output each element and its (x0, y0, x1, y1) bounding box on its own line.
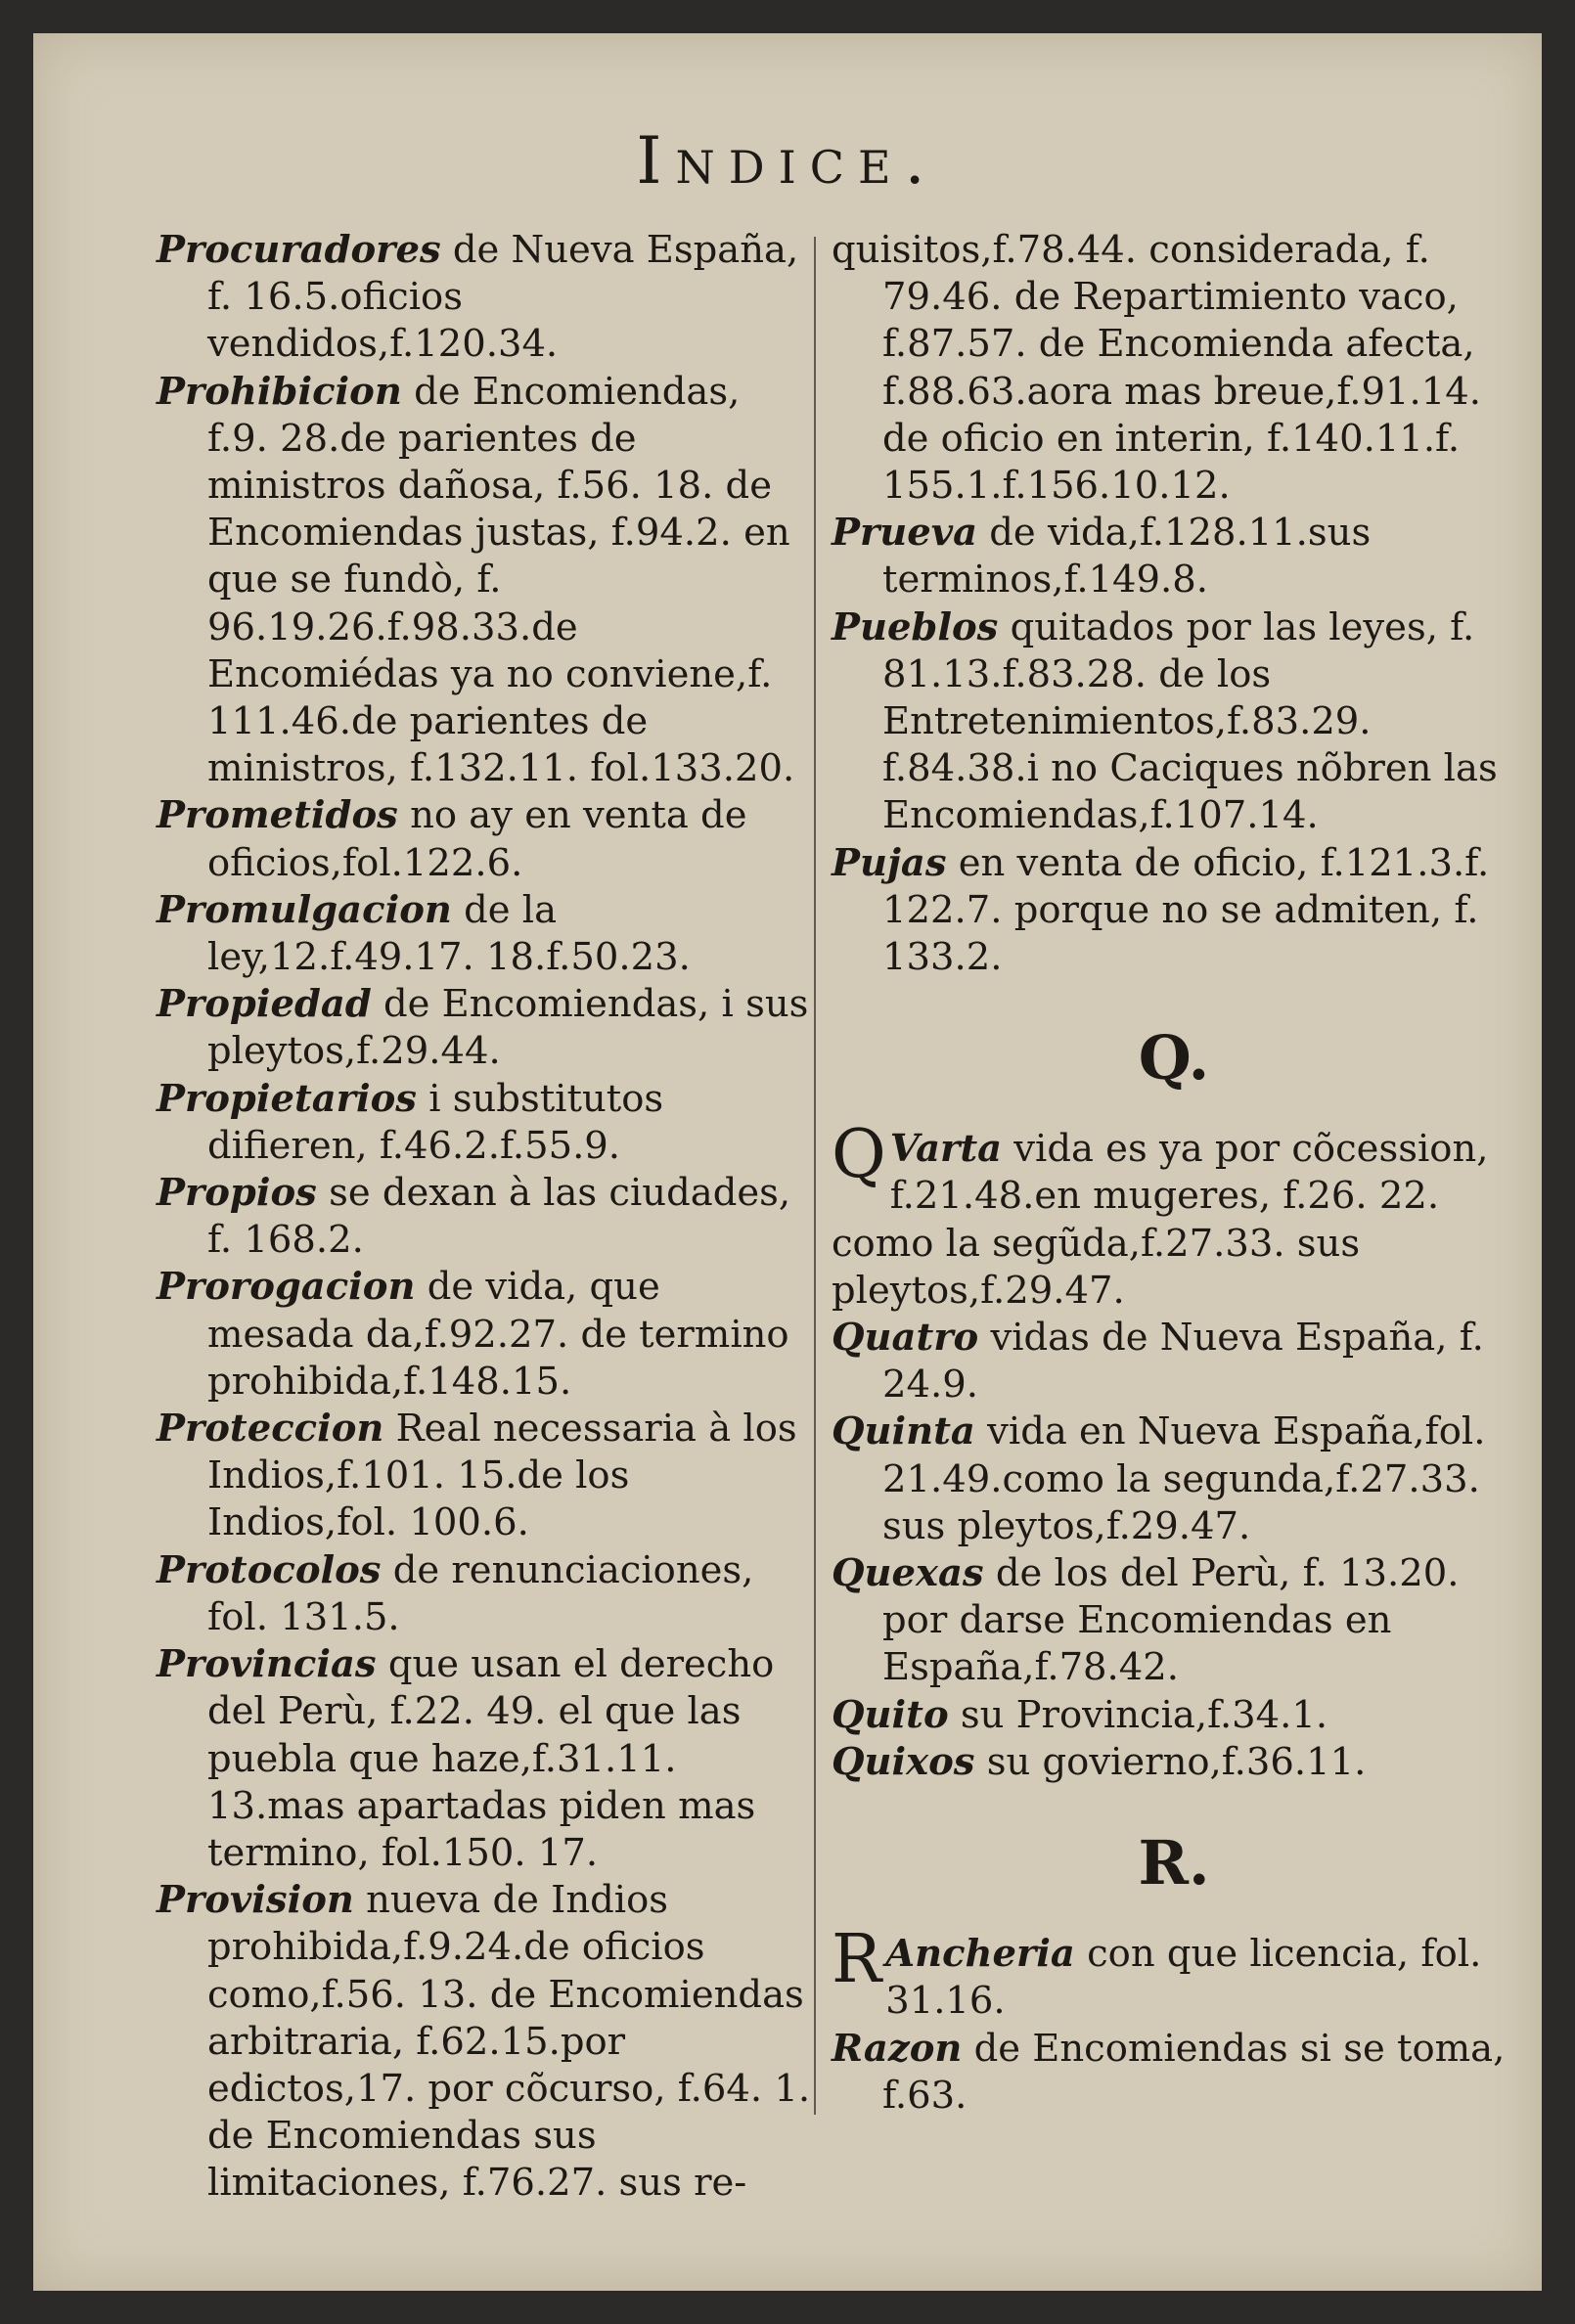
index-entry: Pujas en venta de oficio, f.121.3.f. 122.7. porque no se admiten, f. 133.2. (832, 840, 1490, 980)
index-entry: Propiedad de Encomiendas, i sus pleytos,f.29.44. (157, 982, 809, 1074)
index-entry: Prohibicion de Encomiendas, f.9. 28.de parientes de ministros dañosa, f.56. 18. de Encomiendas justas, f.94.2. en que se fundò, f. 96.19.26.f.98.33.de Encomiédas ya no conviene,f. 111.46.de parientes de ministros, f.132.11. fol.133.20. (157, 369, 795, 791)
drop-cap: R (832, 1921, 882, 1999)
column-divider (814, 237, 816, 2115)
index-entry: Quatro vidas de Nueva España, f. 24.9. (832, 1316, 1484, 1408)
index-entry: Provincias que usan el derecho del Perù, f.22. 49. el que las puebla que haze,f.31.11. 13.mas apartadas piden mas termino, fol.150. 17. (157, 1642, 775, 1875)
index-entry: Proteccion Real necessaria à los Indios,f.101. 15.de los Indios,fol. 100.6. (157, 1407, 797, 1545)
section-letter-r: R. (1138, 1827, 1210, 1899)
drop-cap: Q (832, 1116, 886, 1194)
book-page (33, 33, 1542, 2291)
index-entry: Quinta vida en Nueva España,fol. 21.49.como la segunda,f.27.33. sus pleytos,f.29.47. (832, 1409, 1486, 1548)
right-column (832, 227, 1516, 2120)
index-entry: Razon de Encomiendas si se toma, f.63. (832, 2026, 1506, 2118)
index-entry: R Ancheria con que licencia, fol. 31.16. (832, 1921, 1482, 2024)
index-entry: Prueva de vida,f.128.11.sus terminos,f.149.8. (832, 511, 1372, 603)
section-letter-q: Q. (1138, 1022, 1210, 1095)
index-entry-continuation: quisitos,f.78.44. considerada, f. 79.46. de Repartimiento vaco, f.87.57. de Encomienda afecta, f.88.63.aora mas breue,f.91.14. de oficio en interin, f.140.11.f. 155.1.f.156.10.12. (832, 228, 1481, 509)
index-entry: Pueblos quitados por las leyes, f. 81.13.f.83.28. de los Entretenimientos,f.83.29. f.84.38.i no Caciques nõbren las Encomiendas,f.107.14. (832, 604, 1498, 838)
index-entry: Quito su Provincia,f.34.1. (832, 1692, 1328, 1737)
left-column (157, 227, 812, 2208)
index-entry: Prometidos no ay en venta de oficios,fol.122.6. (157, 793, 747, 885)
index-entry: Prorogacion de vida, que mesada da,f.92.27. de termino prohibida,f.148.15. (157, 1265, 789, 1404)
index-entry: Propietarios i substitutos difieren, f.46.2.f.55.9. (157, 1076, 664, 1168)
index-entry: Propios se dexan à las ciudades, f. 168.2. (157, 1171, 791, 1263)
page-title: Indice. (636, 123, 939, 199)
index-entry: Quexas de los del Perù, f. 13.20. por darse Encomiendas en España,f.78.42. (832, 1551, 1460, 1690)
index-entry: Protocolos de renunciaciones, fol. 131.5. (157, 1547, 754, 1639)
index-entry: Promulgacion de la ley,12.f.49.17. 18.f.50.23. (157, 887, 691, 980)
index-entry: Procuradores de Nueva España, f. 16.5.oficios vendidos,f.120.34. (157, 228, 799, 367)
index-entry: Quixos su govierno,f.36.11. (832, 1739, 1367, 1784)
index-entry: Q Varta vida es ya por cõcession, f.21.48.en mugeres, f.26. 22. como la segũda,f.27.33. sus pleytos,f.29.47. (832, 1116, 1489, 1313)
index-entry: Provision nueva de Indios prohibida,f.9.24.de oficios como,f.56. 13. de Encomiendas arbitraria, f.62.15.por edictos,17. por cõcurso, f.64. 1. de Encomiendas sus limitaciones, f.76.27. sus re- (157, 1878, 811, 2206)
